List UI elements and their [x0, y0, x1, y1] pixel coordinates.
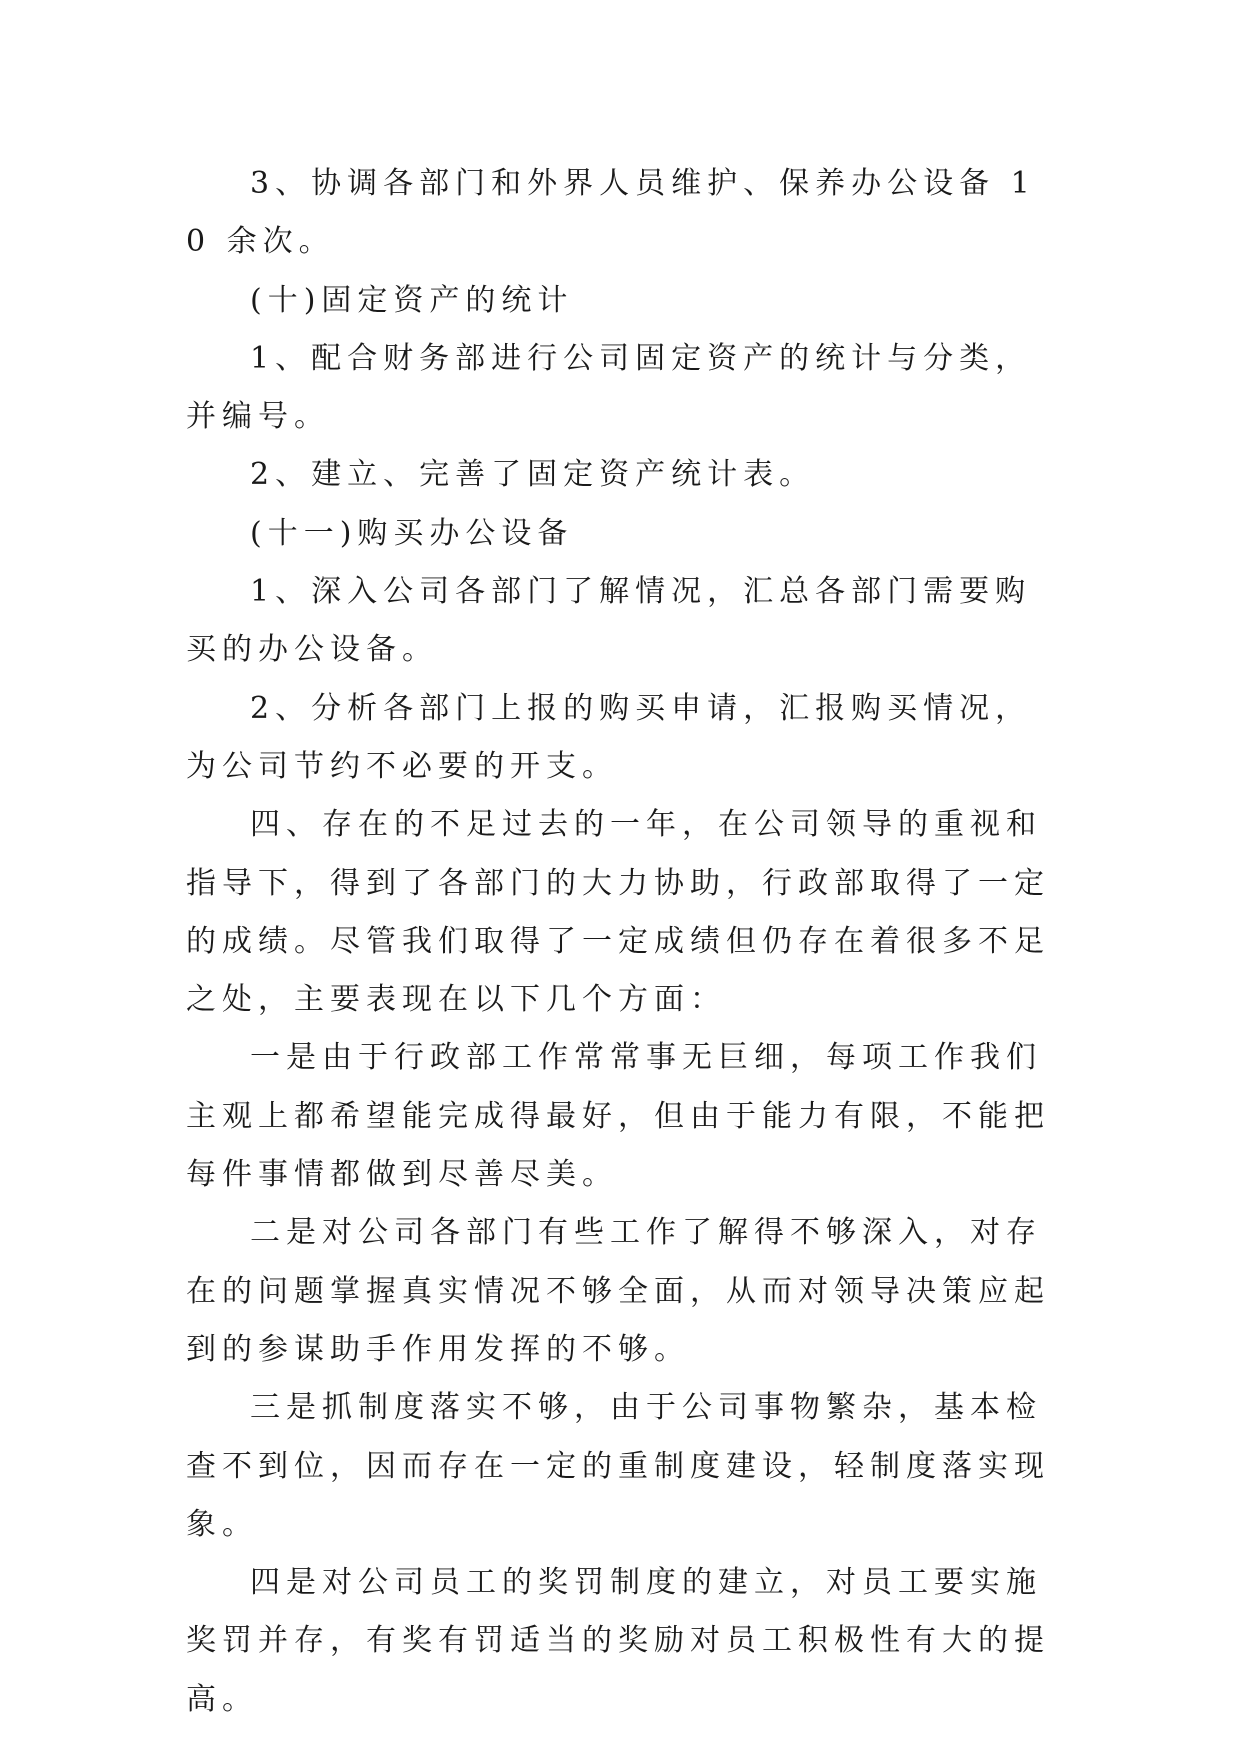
- paragraph-asset-classification: 1、配合财务部进行公司固定资产的统计与分类，并编号。: [186, 340, 1032, 435]
- paragraph-shortcoming-1: 一是由于行政部工作常常事无巨细，每项工作我们主观上都希望能完成得最好，但由于能力有限，不能把每件事情都做到尽善尽美。: [186, 1040, 1050, 1193]
- paragraph-shortcoming-2: 二是对公司各部门有些工作了解得不够深入，对存在的问题掌握真实情况不够全面，从而对领导决策应起到的参谋助手作用发挥的不够。: [186, 1215, 1050, 1367]
- paragraph-asset-table: 2、建立、完善了固定资产统计表。: [250, 457, 816, 493]
- paragraph-purchase-survey: 1、深入公司各部门了解情况，汇总各部门需要购买的办公设备。: [186, 574, 1032, 668]
- paragraph-purchase-analysis: 2、分析各部门上报的购买申请，汇报购买情况，为公司节约不必要的开支。: [186, 690, 1032, 784]
- document-body: [186, 155, 1056, 1729]
- section-heading-fixed-assets: (十)固定资产的统计: [250, 282, 574, 318]
- section-heading-purchase: (十一)购买办公设备: [250, 515, 574, 551]
- paragraph-maintenance-count: 3、协调各部门和外界人员维护、保养办公设备 10 余次。: [186, 166, 1036, 260]
- section-shortcomings-intro: 四、存在的不足过去的一年，在公司领导的重视和指导下，得到了各部门的大力协助，行政部取得了一定的成绩。尽管我们取得了一定成绩但仍存在着很多不足之处，主要表现在以下几个方面：: [186, 807, 1050, 1018]
- paragraph-shortcoming-3: 三是抓制度落实不够，由于公司事物繁杂，基本检查不到位，因而存在一定的重制度建设，轻制度落实现象。: [186, 1390, 1050, 1542]
- paragraph-shortcoming-4: 四是对公司员工的奖罚制度的建立，对员工要实施奖罚并存，有奖有罚适当的奖励对员工积极性有大的提高。: [186, 1565, 1050, 1717]
